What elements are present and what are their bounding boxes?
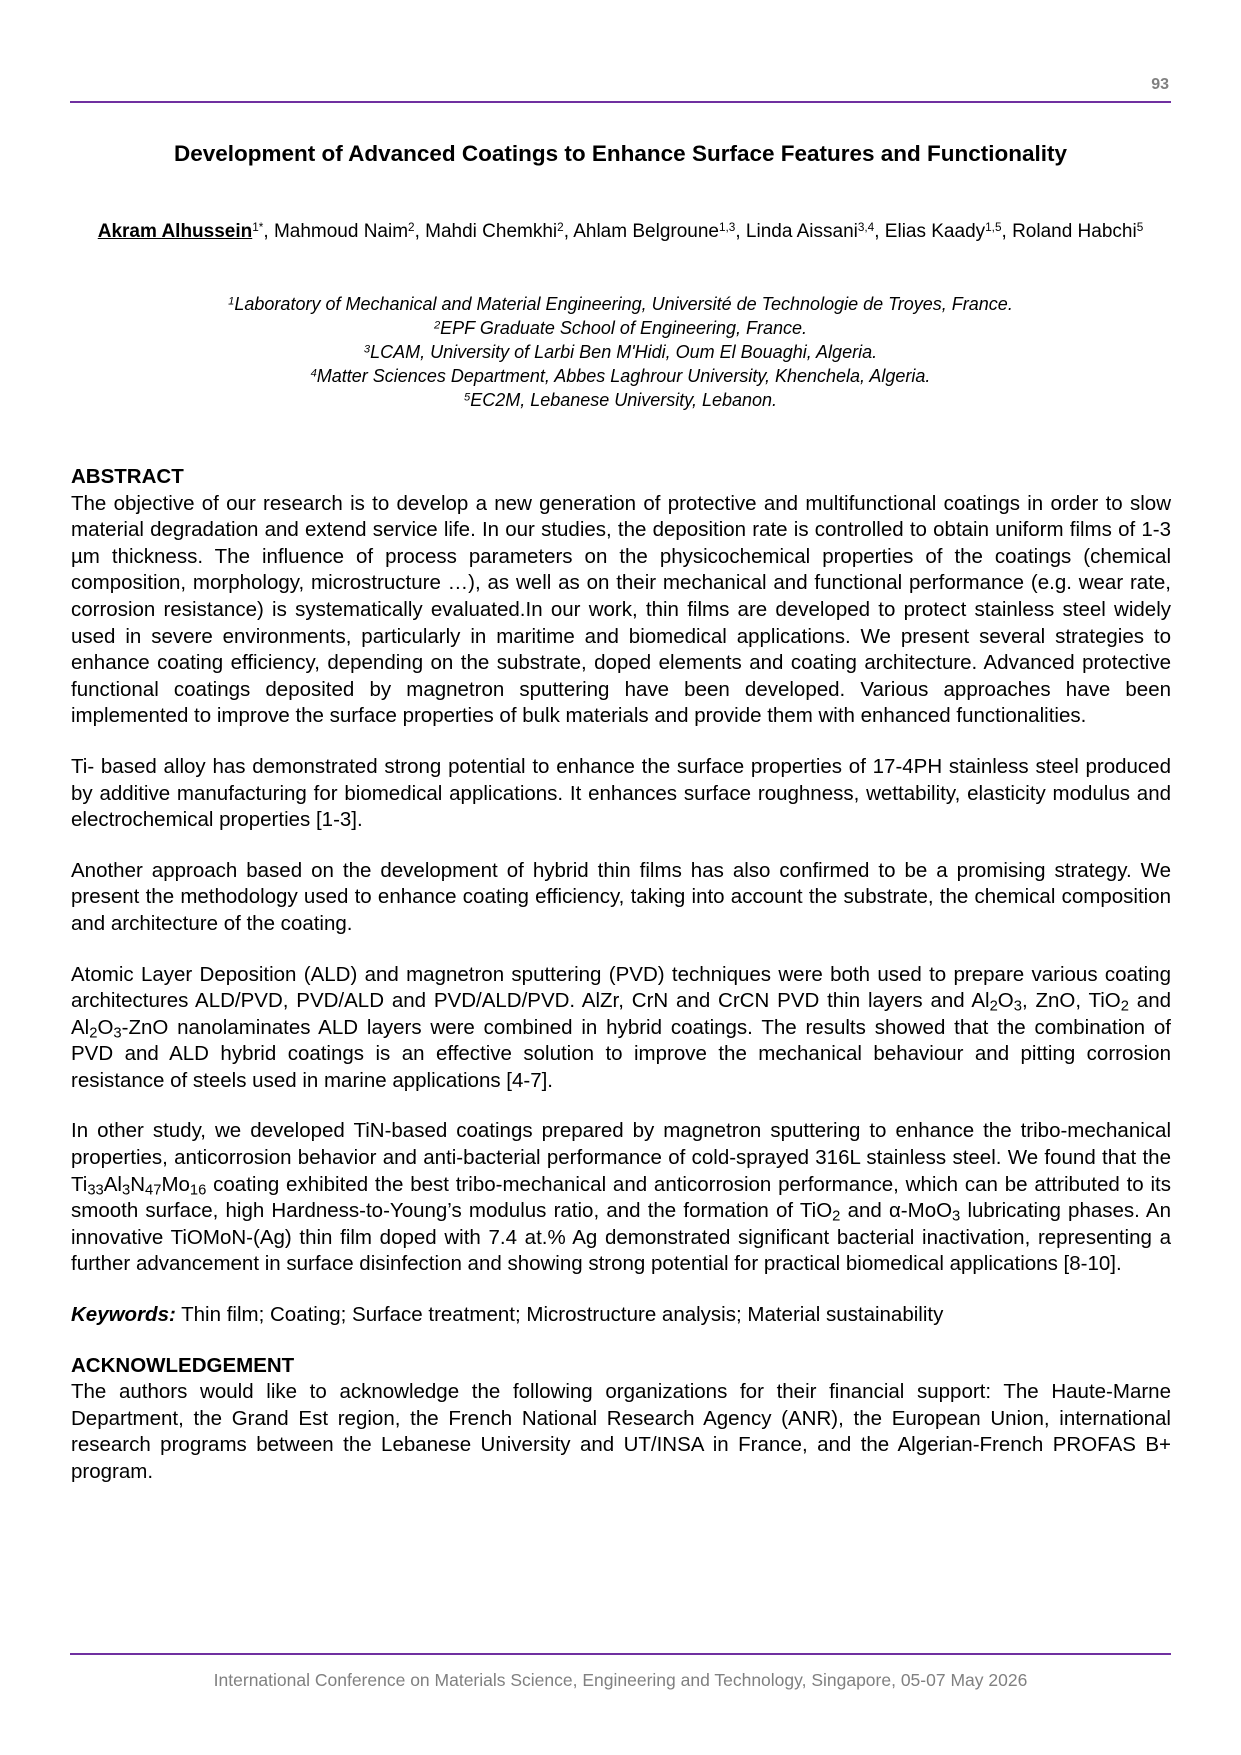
affiliation-sup: 3 [363, 343, 371, 356]
author-list: Akram Alhussein$^{1*}$, Mahmoud Naim$^2$, Mahdi Chemkhi$^2$, Ahlam Belgroune$^{1,3}$, Linda Aissani$^{3,4}$, Elias Kaady$^{1,5}$, Roland Habchi$^5$ [97, 221, 1144, 242]
keywords-label: Keywords: [71, 1303, 176, 1327]
author-sup: 2 [408, 221, 415, 235]
abstract-paragraph-4: Atomic Layer Deposition (ALD) and magnetron sputtering (PVD) techniques were both used to prepare various coating architectures ALD/PVD, PVD/ALD and PVD/ALD/PVD. AlZr, CrN and CrCN PVD thin layers and $Al_2O_3$, ZnO, TiO$_2$ and $Al_2O_3$-ZnO nanolaminates ALD layers were combined in hybrid coatings. The results showed that the combination of PVD and ALD hybrid coatings is an effective solution to improve the mechanical behaviour and pitting corrosion resistance of steels used in marine applications [4-7]. [71, 962, 1171, 1092]
author-sup: 1,5 [985, 221, 1002, 235]
author: Mahdi Chemkhi [425, 221, 558, 242]
author: Roland Habchi [1012, 221, 1137, 242]
affiliations [70, 292, 1171, 412]
affiliation-text: Laboratory of Mechanical and Material Engineering, Université de Technologie de Troyes, France. [234, 294, 1013, 314]
affiliation-text: EC2M, Lebanese University, Lebanon. [470, 390, 778, 410]
affiliation-text: LCAM, University of Larbi Ben M'Hidi, Oum El Bouaghi, Algeria. [370, 342, 878, 362]
footer-rule [70, 1653, 1171, 1655]
author: Ahlam Belgroune [573, 221, 719, 242]
author: Elias Kaady [884, 221, 986, 242]
author: Linda Aissani [745, 221, 858, 242]
abstract-heading: ABSTRACT [71, 465, 184, 488]
author-sup: 3,4 [857, 221, 875, 235]
abstract-paragraph-3: Another approach based on the development of hybrid thin films has also confirmed to be a promising strategy. We present the methodology used to enhance coating efficiency, taking into account the substrate, the chemical composition and architecture of the coating. [71, 858, 1171, 935]
abstract-paragraph-2: Ti- based alloy has demonstrated strong potential to enhance the surface properties of 17-4PH stainless steel produced by additive manufacturing for biomedical applications. It enhances surface roughness, wettability, elasticity modulus and electrochemical properties [1-3]. [71, 754, 1171, 832]
keywords-line [71, 1302, 1171, 1329]
main-body [71, 464, 1171, 1486]
affiliation-sup: 2 [433, 319, 441, 332]
affiliation [70, 388, 1171, 412]
footer-text: International Conference on Materials Science, Engineering and Technology, Singapore, 05-07 May 2026 [213, 1670, 1028, 1690]
keywords-text: Thin film; Coating; Surface treatment; Microstructure analysis; Material sustainability [175, 1303, 944, 1327]
affiliation-text: Matter Sciences Department, Abbes Laghrour University, Khenchela, Algeria. [316, 366, 931, 386]
header-rule [70, 101, 1171, 103]
author-sup: 1,3 [718, 221, 736, 235]
author: Mahmoud Naim [273, 221, 409, 242]
affiliation [70, 340, 1171, 364]
presenting-author: Akram Alhussein [97, 221, 253, 242]
paper-title: Development of Advanced Coatings to Enhance Surface Features and Functionality [173, 141, 1068, 166]
author-sup: 5 [1136, 221, 1144, 235]
author-sup: 1* [252, 221, 264, 235]
affiliation-sup: 4 [310, 367, 317, 380]
affiliation-sup: 5 [463, 391, 471, 404]
affiliation [70, 292, 1171, 316]
abstract-paragraph-5: In other study, we developed TiN-based coatings prepared by magnetron sputtering to enhance the tribo-mechanical properties, anticorrosion behavior and anti-bacterial performance of cold-sprayed 316L stainless steel. We found that the $Ti_{33}Al_3N_{47}Mo_{16}$ coating exhibited the best tribo-mechanical and anticorrosion performance, which can be attributed to its smooth surface, high Hardness-to-Young’s modulus ratio, and the formation of TiO$_2$ and α-MoO$_3$ lubricating phases. An innovative TiOMoN-(Ag) thin film doped with 7.4 at.% Ag demonstrated significant bacterial inactivation, representing a further advancement in surface disinfection and showing strong potential for practical biomedical applications [8-10]. [71, 1119, 1171, 1276]
page-number: 93 [1151, 76, 1169, 93]
affiliation [70, 316, 1171, 340]
acknowledgement-heading: ACKNOWLEDGEMENT [71, 1353, 295, 1377]
affiliation-sup: 1 [228, 295, 235, 308]
acknowledgement-text: The authors would like to acknowledge the following organizations for their financial support: The Haute-Marne Department, the Grand Est region, the French National Research Agency (ANR), the European Union, international research programs between the Lebanese University and UT/INSA in France, and the Algerian-French PROFAS B+ program. [71, 1380, 1171, 1483]
affiliation-text: EPF Graduate School of Engineering, France. [440, 318, 808, 338]
author-sup: 2 [557, 221, 564, 235]
affiliation [70, 364, 1171, 388]
abstract-paragraph-1: The objective of our research is to develop a new generation of protective and multifunctional coatings in order to slow material degradation and extend service life. In our studies, the deposition rate is controlled to obtain uniform films of 1-3 µm thickness. The influence of process parameters on the physicochemical properties of the coatings (chemical composition, morphology, microstructure …), as well as on their mechanical and functional performance (e.g. wear rate, corrosion resistance) is systematically evaluated.In our work, thin films are developed to protect stainless steel widely used in severe environments, particularly in maritime and biomedical applications. We present several strategies to enhance coating efficiency, depending on the substrate, doped elements and coating architecture. Advanced protective functional coatings deposited by magnetron sputtering have been developed. Various approaches have been implemented to improve the surface properties of bulk materials and provide them with enhanced functionalities. [71, 491, 1171, 728]
